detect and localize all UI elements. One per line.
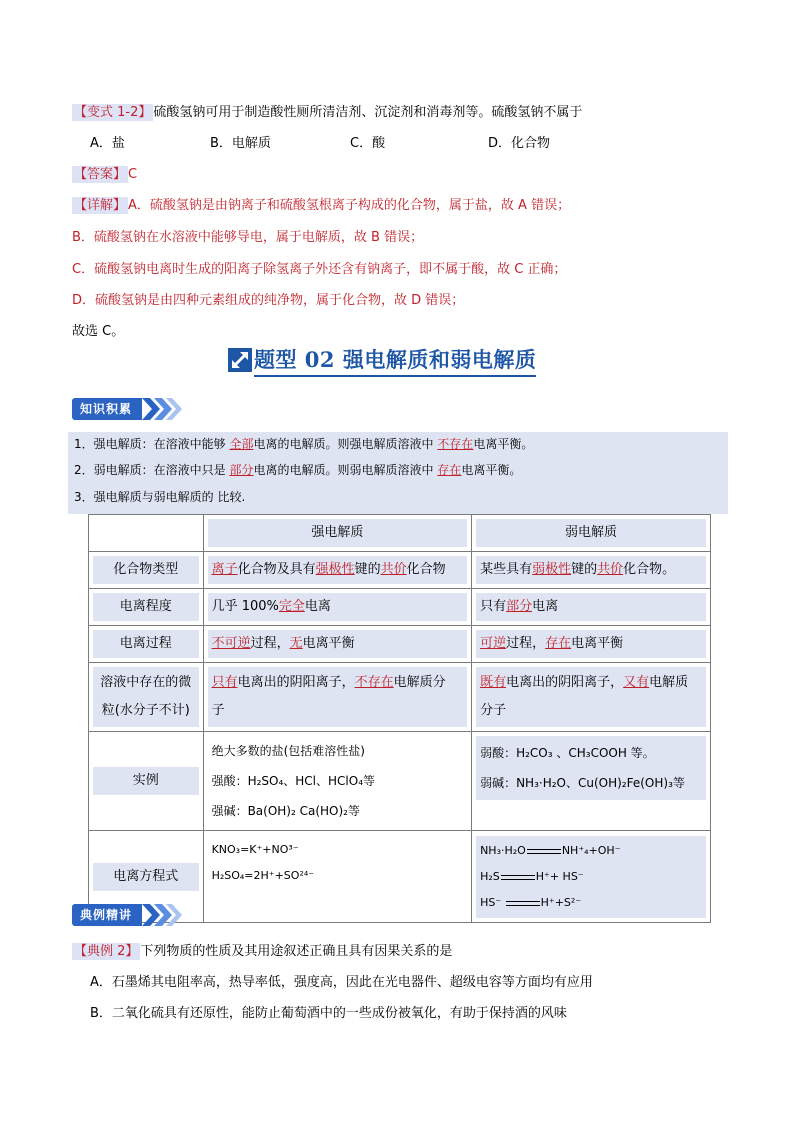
section-title-text: 题型 02 强电解质和弱电解质: [254, 344, 536, 377]
equation-line: H₂S H⁺+ HS⁻: [480, 869, 584, 883]
cell-weak-compound: 某些具有弱极性键的共价化合物。: [476, 556, 706, 584]
option-d[interactable]: D．化合物: [488, 136, 551, 151]
row-label-process: 电离过程: [93, 630, 199, 658]
option-a[interactable]: A．盐: [90, 136, 125, 151]
detail-line-c: C．硫酸氢钠电离时生成的阳离子除氢离子外还含有钠离子，即不属于酸，故 C 正确；: [72, 262, 567, 277]
row-label-particles: 溶液中存在的微 粒(水分子不计): [93, 667, 199, 727]
row-label-examples: 实例: [93, 767, 199, 795]
cell-weak-process: 可逆过程，存在电离平衡: [476, 630, 706, 658]
table-row: [89, 589, 711, 626]
knowledge-badge-label: 知识积累: [72, 398, 142, 420]
cell-strong-degree: 几乎 100%完全电离: [208, 593, 468, 621]
equilibrium-arrow-icon: [506, 899, 540, 907]
option-c[interactable]: C．酸: [350, 136, 386, 151]
row-label-equation: 电离方程式: [93, 863, 199, 891]
table-row: [89, 732, 711, 831]
cell-weak-particles: 既有电离出的阴阳离子，又有电解质 分子: [476, 667, 706, 727]
expand-arrow-icon: [228, 348, 252, 372]
equation-line: NH₃·H₂O NH⁺₄+OH⁻: [480, 843, 621, 857]
cell-weak-equation: [476, 836, 706, 918]
table-row: [89, 626, 711, 663]
cell-strong-examples: 绝大多数的盐(包括难溶性盐) 强酸：H₂SO₄、HCl、HClO₄等 强碱：Ba(OH)₂ Ca(HO)₂等: [211, 744, 375, 818]
example-badge-label: 典例精讲: [72, 904, 142, 926]
cell-weak-examples: 弱酸：H₂CO₃ 、CH₃COOH 等。 弱碱：NH₃·H₂O、Cu(OH)₂Fe(OH)₃等: [476, 736, 706, 800]
conclusion: 故选 C。: [72, 324, 125, 339]
table-row: [89, 552, 711, 589]
cell-weak-degree: 只有部分电离: [476, 593, 706, 621]
example-tag: 【典例 2】: [74, 944, 139, 959]
cell-strong-equation: KNO₃=K⁺+NO³⁻ H₂SO₄=2H⁺+SO²⁴⁻: [211, 843, 315, 882]
answer-line: [72, 166, 137, 184]
equilibrium-arrow-icon: [501, 873, 535, 881]
chevrons-right-icon: [142, 903, 182, 927]
knowledge-item-3: 3．强电解质与弱电解质的 比较.: [74, 490, 246, 504]
answer-value: C: [128, 167, 138, 182]
equilibrium-arrow-icon: [527, 847, 561, 855]
example-question-text: 下列物质的性质及其用途叙述正确且具有因果关系的是: [140, 944, 453, 959]
equation-line: HS⁻ H⁺+S²⁻: [480, 895, 582, 909]
variant-tag: 【变式 1-2】: [74, 105, 152, 120]
example-badge: [72, 903, 182, 927]
row-label-degree: 电离程度: [93, 593, 199, 621]
detail-line-d: D．硫酸氢钠是由四种元素组成的纯净物，属于化合物，故 D 错误；: [72, 293, 465, 308]
header-strong: 强电解质: [208, 519, 468, 547]
cell-strong-compound: 离子化合物及具有强极性键的共价化合物: [208, 556, 468, 584]
section-title: [228, 344, 536, 376]
knowledge-item-2: 2．弱电解质：在溶液中只是 部分电离的电解质。则弱电解质溶液中 存在电离平衡。: [74, 463, 522, 477]
answer-tag: 【答案】: [74, 167, 127, 182]
example-option-a[interactable]: A．石墨烯其电阻率高，热导率低，强度高，因此在光电器件、超级电容等方面均有应用: [90, 975, 593, 990]
example-option-b[interactable]: B．二氧化硫具有还原性，能防止葡萄酒中的一些成份被氧化，有助于保持酒的风味: [90, 1006, 567, 1021]
cell-strong-particles: 只有电离出的阴阳离子，不存在电解质分 子: [208, 667, 468, 727]
knowledge-item-1: 1．强电解质：在溶液中能够 全部电离的电解质。则强电解质溶液中 不存在电离平衡。: [74, 437, 534, 451]
table-header-row: [89, 515, 711, 552]
chevrons-right-icon: [142, 397, 182, 421]
variant-question: [72, 104, 582, 122]
table-row: [89, 663, 711, 732]
example-question: [72, 943, 452, 961]
comparison-table: [88, 514, 711, 923]
variant-question-text: 硫酸氢钠可用于制造酸性厕所清洁剂、沉淀剂和消毒剂等。硫酸氢钠不属于: [153, 105, 583, 120]
detail-line-b: B．硫酸氢钠在水溶液中能够导电，属于电解质，故 B 错误；: [72, 230, 424, 245]
header-weak: 弱电解质: [476, 519, 706, 547]
detail-tag: 【详解】: [74, 198, 127, 213]
option-b[interactable]: B．电解质: [210, 136, 271, 151]
cell-strong-process: 不可逆过程，无电离平衡: [208, 630, 468, 658]
row-label-compound-type: 化合物类型: [93, 556, 199, 584]
knowledge-badge: [72, 397, 182, 421]
detail-line-a: 【详解】 A．硫酸氢钠是由钠离子和硫酸氢根离子构成的化合物，属于盐，故 A 错误；: [74, 198, 571, 213]
